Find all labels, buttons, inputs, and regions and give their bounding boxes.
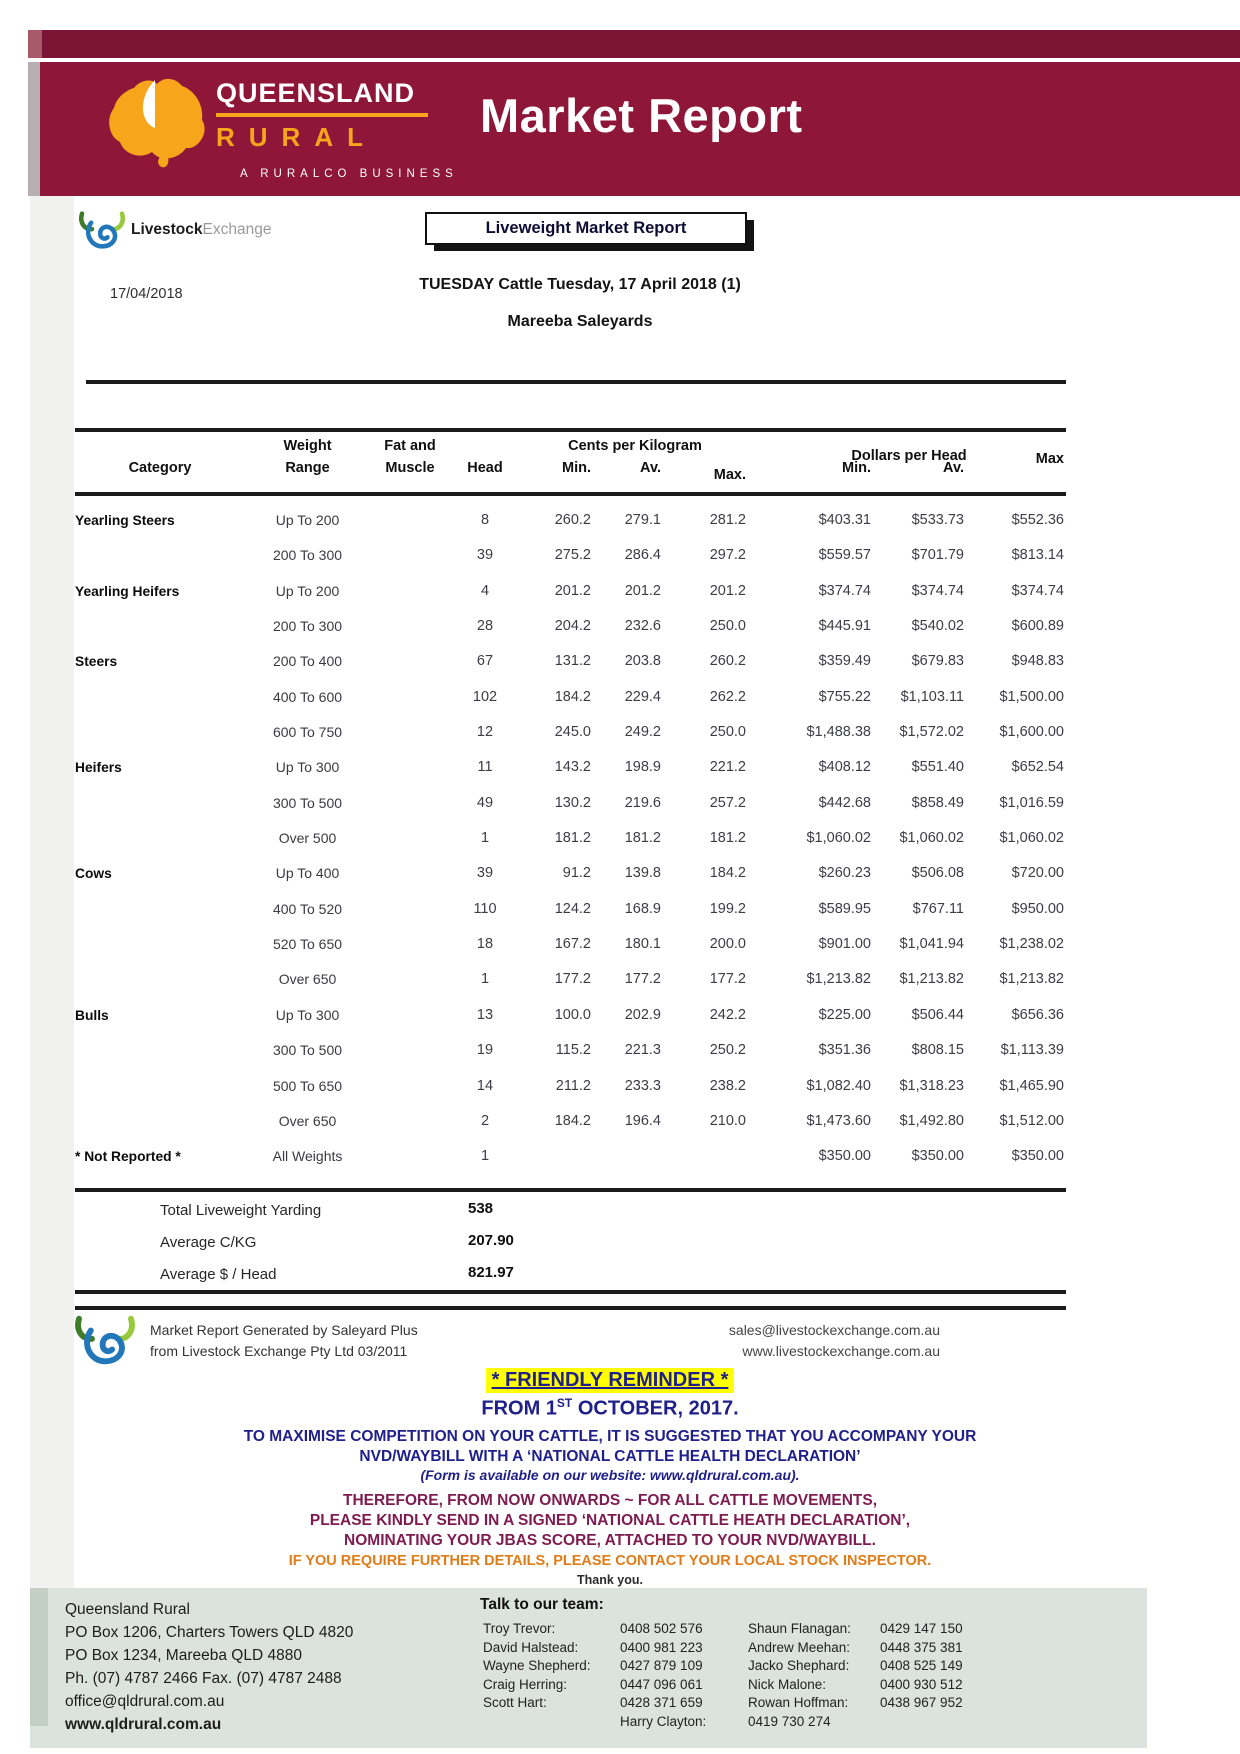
table-row bbox=[75, 1148, 1068, 1183]
cell-dph-max: $656.36 bbox=[1011, 1006, 1064, 1023]
cell-dph-av: $767.11 bbox=[912, 900, 964, 917]
table-row bbox=[75, 512, 1068, 547]
cell-dph-min: $260.23 bbox=[818, 865, 871, 882]
company-website: www.qldrural.com.au bbox=[65, 1716, 222, 1733]
cell-dph-av: $1,572.02 bbox=[899, 724, 964, 741]
cell-cpk-min: 211.2 bbox=[555, 1077, 591, 1094]
cell-cpk-av: 202.9 bbox=[624, 1006, 661, 1023]
cell-category: * Not Reported * bbox=[75, 1149, 181, 1165]
cell-category bbox=[75, 901, 245, 902]
cell-head: 39 bbox=[476, 547, 494, 564]
cell-cpk-av: 279.1 bbox=[624, 512, 661, 528]
report-title-box bbox=[425, 212, 747, 245]
livestock-exchange-logo bbox=[78, 210, 271, 250]
table-rule-top bbox=[86, 380, 1066, 384]
team-contact-grid bbox=[483, 1621, 1008, 1733]
reminder-line6: NOMINATING YOUR JBAS SCORE, ATTACHED TO YOUR NVD/WAYBILL. bbox=[344, 1531, 876, 1549]
table-row bbox=[75, 689, 1068, 724]
brand-name-line2: RURAL bbox=[216, 122, 377, 152]
cell-cpk-min: 245.0 bbox=[554, 724, 591, 741]
header-spacer bbox=[75, 438, 245, 454]
table-row bbox=[75, 547, 1068, 582]
team-member-phone: 0447 096 061 bbox=[620, 1676, 703, 1692]
cell-cpk-max: 250.2 bbox=[709, 1042, 746, 1059]
cell-cpk-av: 196.4 bbox=[624, 1112, 661, 1129]
cell-category bbox=[75, 1113, 245, 1114]
table-row bbox=[75, 759, 1068, 794]
team-member-phone: 0438 967 952 bbox=[880, 1695, 963, 1711]
table-body bbox=[75, 512, 1068, 1184]
col-cpk-max: Max. bbox=[713, 467, 746, 483]
page-title: Market Report bbox=[480, 89, 803, 142]
cell-weight-range: 200 To 300 bbox=[272, 618, 343, 635]
cell-category: Yearling Heifers bbox=[75, 583, 180, 599]
cell-head: 67 bbox=[476, 653, 494, 670]
cell-dph-max: $813.14 bbox=[1011, 547, 1064, 564]
cell-category: Steers bbox=[75, 654, 118, 670]
australia-map-icon bbox=[102, 72, 212, 176]
cell-dph-max: $552.36 bbox=[1011, 512, 1064, 528]
company-address1: PO Box 1206, Charters Towers QLD 4820 bbox=[65, 1624, 354, 1641]
cell-dph-max: $652.54 bbox=[1011, 759, 1064, 776]
cell-cpk-max: 199.2 bbox=[709, 900, 746, 917]
cell-cpk-max: 200.0 bbox=[709, 936, 746, 953]
cell-head: 14 bbox=[476, 1077, 494, 1094]
saleyard-name: Mareeba Saleyards bbox=[507, 313, 653, 330]
col-cpk-av: Av. bbox=[640, 460, 661, 476]
from-text: FROM 1 bbox=[481, 1397, 557, 1420]
cell-category: Heifers bbox=[75, 760, 122, 776]
col-head: Head bbox=[467, 460, 503, 476]
cell-dph-min: $403.31 bbox=[818, 512, 871, 528]
cell-cpk-min: 115.2 bbox=[555, 1042, 591, 1059]
cell-dph-min: $1,082.40 bbox=[806, 1077, 871, 1094]
cell-category bbox=[75, 1042, 245, 1043]
cell-head: 13 bbox=[476, 1006, 494, 1023]
section-rule-2 bbox=[75, 1306, 1066, 1310]
cell-category: Cows bbox=[75, 866, 112, 882]
team-member-phone: 0408 525 149 bbox=[880, 1658, 963, 1674]
table-row bbox=[75, 971, 1068, 1006]
generated-by-text bbox=[150, 1320, 418, 1362]
cell-cpk-av: 201.2 bbox=[624, 582, 661, 599]
cell-category bbox=[75, 618, 245, 619]
cell-category: Bulls bbox=[75, 1007, 109, 1023]
cell-dph-min: $359.49 bbox=[818, 653, 871, 670]
cell-category bbox=[75, 936, 245, 937]
cell-dph-min: $374.74 bbox=[818, 582, 871, 599]
col-fat-line2: Muscle bbox=[385, 460, 435, 476]
cell-cpk-av: 203.8 bbox=[624, 653, 661, 670]
header-spacer bbox=[450, 438, 520, 454]
cell-category: Yearling Steers bbox=[75, 513, 175, 528]
cell-cpk-max: 250.0 bbox=[709, 724, 746, 741]
col-dph-max: Max bbox=[1035, 451, 1064, 467]
cell-cpk-max: 238.2 bbox=[709, 1077, 746, 1094]
cell-cpk-min: 184.2 bbox=[554, 688, 591, 705]
cell-dph-min: $559.57 bbox=[818, 547, 871, 564]
table-row bbox=[75, 1007, 1068, 1042]
table-row bbox=[75, 936, 1068, 971]
cell-dph-max: $950.00 bbox=[1011, 900, 1064, 917]
team-member-phone: 0448 375 381 bbox=[880, 1639, 963, 1655]
table-row bbox=[75, 618, 1068, 653]
cell-dph-av: $540.02 bbox=[911, 618, 964, 635]
generated-line2: from Livestock Exchange Pty Ltd 03/2011 bbox=[150, 1343, 408, 1359]
bull-head-icon bbox=[78, 210, 126, 250]
cell-cpk-min: 204.2 bbox=[554, 618, 591, 635]
cell-category bbox=[75, 1078, 245, 1079]
table-row bbox=[75, 1042, 1068, 1077]
cell-dph-min: $442.68 bbox=[818, 794, 871, 811]
cell-category bbox=[75, 830, 245, 831]
group-dollars-per-head: Dollars per Head bbox=[851, 448, 967, 464]
cell-weight-range: Over 650 bbox=[278, 1112, 337, 1129]
cell-dph-av: $1,041.94 bbox=[899, 936, 964, 953]
reminder-line2: NVD/WAYBILL WITH A ‘NATIONAL CATTLE HEALTH DECLARATION’ bbox=[359, 1447, 861, 1465]
group-cents-per-kg: Cents per Kilogram bbox=[568, 438, 702, 454]
cell-cpk-min: 181.2 bbox=[554, 830, 591, 847]
reminder-line4: THEREFORE, FROM NOW ONWARDS ~ FOR ALL CATTLE MOVEMENTS, bbox=[342, 1491, 878, 1509]
avg-ckg-value: 207.90 bbox=[468, 1232, 514, 1249]
avg-ckg-label: Average C/KG bbox=[160, 1234, 257, 1251]
reminder-form-note: (Form is available on our website: www.qldrural.com.au). bbox=[420, 1466, 800, 1483]
team-member-phone: 0408 502 576 bbox=[620, 1621, 703, 1636]
cell-head: 11 bbox=[477, 759, 493, 776]
table-header bbox=[75, 438, 1068, 483]
exchange-email: sales@livestockexchange.com.au bbox=[728, 1322, 940, 1338]
cell-weight-range: Over 500 bbox=[278, 830, 337, 847]
cell-dph-min: $589.95 bbox=[818, 900, 871, 917]
cell-dph-min: $1,473.60 bbox=[806, 1112, 871, 1129]
cell-weight-range: 300 To 500 bbox=[272, 794, 343, 811]
cell-cpk-av: 168.9 bbox=[624, 900, 661, 917]
cell-dph-av: $506.44 bbox=[911, 1006, 964, 1023]
table-row bbox=[75, 830, 1068, 865]
table-row bbox=[75, 1078, 1068, 1113]
cell-dph-av: $808.15 bbox=[911, 1042, 964, 1059]
cell-head: 18 bbox=[476, 936, 494, 953]
cell-dph-av: $1,318.23 bbox=[899, 1077, 964, 1094]
brand-tagline: A RURALCO BUSINESS bbox=[240, 168, 458, 180]
cell-cpk-av: 139.8 bbox=[624, 865, 661, 882]
cell-weight-range: 400 To 600 bbox=[272, 688, 343, 705]
cell-weight-range: 600 To 750 bbox=[272, 724, 343, 741]
cell-dph-av: $1,492.80 bbox=[899, 1112, 964, 1129]
section-rule-1 bbox=[75, 1290, 1066, 1294]
cell-cpk-min: 177.2 bbox=[554, 971, 591, 988]
col-weight-line1: Weight bbox=[283, 438, 332, 454]
total-yarding-value: 538 bbox=[468, 1200, 494, 1217]
sale-heading: TUESDAY Cattle Tuesday, 17 April 2018 (1) bbox=[419, 276, 741, 293]
cell-dph-max: $1,060.02 bbox=[999, 830, 1064, 847]
cell-dph-max: $948.83 bbox=[1011, 653, 1064, 670]
cell-weight-range: Up To 300 bbox=[275, 1006, 340, 1023]
table-row bbox=[75, 901, 1068, 936]
cell-dph-max: $720.00 bbox=[1011, 865, 1064, 882]
reminder-from-line bbox=[70, 1396, 1150, 1421]
cell-weight-range: 400 To 520 bbox=[272, 900, 343, 917]
team-member-name: Shaun Flanagan: bbox=[748, 1621, 851, 1636]
team-member-name bbox=[483, 1714, 620, 1733]
cell-dph-max: $350.00 bbox=[1011, 1148, 1064, 1165]
cell-cpk-max: 281.2 bbox=[709, 512, 746, 528]
cell-cpk-av: 233.3 bbox=[624, 1077, 661, 1094]
cell-cpk-max: 297.2 bbox=[709, 547, 746, 564]
avg-head-label: Average $ / Head bbox=[160, 1266, 277, 1283]
team-member-name: Troy Trevor: bbox=[483, 1621, 556, 1636]
cell-cpk-min: 91.2 bbox=[562, 865, 591, 882]
cell-dph-min: $1,060.02 bbox=[806, 830, 871, 847]
wordmark-light: Exchange bbox=[202, 221, 272, 238]
company-address2: PO Box 1234, Mareeba QLD 4880 bbox=[65, 1647, 302, 1664]
cell-category bbox=[75, 971, 245, 972]
team-member-phone: 0427 879 109 bbox=[620, 1658, 703, 1674]
cell-weight-range: Up To 400 bbox=[275, 865, 340, 882]
cell-cpk-av: 232.6 bbox=[624, 618, 661, 635]
cell-weight-range: 200 To 300 bbox=[272, 547, 343, 564]
team-member-name: Nick Malone: bbox=[748, 1676, 827, 1692]
team-member-phone: 0400 981 223 bbox=[620, 1639, 703, 1655]
cell-dph-min: $408.12 bbox=[818, 759, 871, 776]
team-member-phone: 0428 371 659 bbox=[620, 1695, 703, 1711]
page-left-margin-strip bbox=[30, 196, 74, 1588]
company-email: office@qldrural.com.au bbox=[65, 1693, 225, 1710]
cell-head: 1 bbox=[480, 971, 490, 988]
team-title: Talk to our team: bbox=[480, 1596, 604, 1613]
cell-cpk-min: 167.2 bbox=[554, 936, 591, 953]
cell-cpk-max: 181.2 bbox=[709, 830, 746, 847]
cell-dph-max: $1,113.39 bbox=[1000, 1042, 1064, 1059]
cell-dph-av: $1,103.11 bbox=[900, 688, 964, 705]
table-row bbox=[75, 724, 1068, 759]
team-member-phone: Harry Clayton: bbox=[620, 1713, 707, 1729]
cell-cpk-av: 229.4 bbox=[624, 688, 661, 705]
avg-head-value: 821.97 bbox=[468, 1264, 514, 1281]
cell-head: 1 bbox=[480, 1148, 490, 1165]
cell-head: 110 bbox=[473, 900, 497, 917]
cell-cpk-min: 124.2 bbox=[554, 900, 591, 917]
reminder-title: * FRIENDLY REMINDER * bbox=[486, 1368, 735, 1393]
table-row bbox=[75, 583, 1068, 618]
cell-dph-max: $1,512.00 bbox=[999, 1112, 1064, 1129]
reminder-contact-note: IF YOU REQUIRE FURTHER DETAILS, PLEASE CONTACT YOUR LOCAL STOCK INSPECTOR. bbox=[288, 1552, 932, 1569]
masthead bbox=[40, 62, 1240, 196]
cell-dph-av: $858.49 bbox=[911, 794, 964, 811]
cell-cpk-max: 177.2 bbox=[709, 971, 746, 988]
cell-cpk-max: 221.2 bbox=[709, 759, 746, 776]
brand-name-line1: QUEENSLAND bbox=[216, 78, 416, 108]
report-title: Liveweight Market Report bbox=[485, 219, 687, 237]
reminder-line5: PLEASE KINDLY SEND IN A SIGNED ‘NATIONAL CATTLE HEATH DECLARATION’, bbox=[309, 1511, 911, 1529]
col-cpk-min: Min. bbox=[562, 460, 591, 476]
team-member-name: Wayne Shepherd: bbox=[483, 1658, 591, 1674]
col-fat-line1: Fat and bbox=[384, 438, 436, 454]
cell-cpk-av: 249.2 bbox=[624, 724, 661, 741]
cell-cpk-max: 260.2 bbox=[709, 653, 746, 670]
cell-dph-av: $1,060.02 bbox=[899, 830, 964, 847]
table-rule-header-top bbox=[75, 428, 1066, 432]
cell-cpk-min: 275.2 bbox=[554, 547, 591, 564]
cell-dph-min: $445.91 bbox=[818, 618, 871, 635]
cell-dph-max: $1,465.90 bbox=[999, 1077, 1064, 1094]
cell-weight-range: Up To 300 bbox=[275, 759, 340, 776]
cell-dph-max: $374.74 bbox=[1011, 582, 1064, 599]
cell-head: 8 bbox=[480, 512, 490, 528]
cell-head: 102 bbox=[472, 688, 498, 705]
footer-left-accent bbox=[30, 1588, 48, 1726]
cell-cpk-av: 177.2 bbox=[624, 971, 661, 988]
top-accent-bar bbox=[28, 30, 1240, 58]
table-row bbox=[75, 795, 1068, 830]
cell-dph-max: $1,213.82 bbox=[999, 971, 1064, 988]
cell-cpk-av: 181.2 bbox=[624, 830, 661, 847]
cell-category bbox=[75, 795, 245, 796]
team-member-name: 0419 730 274 bbox=[748, 1713, 831, 1729]
cell-dph-min: $1,488.38 bbox=[806, 724, 871, 741]
cell-cpk-av: 198.9 bbox=[624, 759, 661, 776]
total-yarding-label: Total Liveweight Yarding bbox=[160, 1202, 322, 1219]
cell-cpk-min: 143.2 bbox=[554, 759, 591, 776]
cell-dph-min: $901.00 bbox=[818, 936, 871, 953]
cell-dph-max: $1,238.02 bbox=[999, 936, 1064, 953]
from-text-rest: OCTOBER, 2017. bbox=[572, 1397, 739, 1420]
cell-category bbox=[75, 724, 245, 725]
cell-weight-range: All Weights bbox=[272, 1148, 343, 1165]
cell-head: 1 bbox=[480, 830, 490, 847]
cell-cpk-min: 100.0 bbox=[554, 1006, 591, 1023]
cell-dph-av: $701.79 bbox=[911, 547, 964, 564]
company-contact-block bbox=[65, 1598, 353, 1736]
cell-cpk-av: 221.3 bbox=[624, 1042, 661, 1059]
exchange-contact-block bbox=[640, 1320, 940, 1362]
cell-cpk-max: 210.0 bbox=[709, 1112, 746, 1129]
brand-text-block bbox=[216, 78, 446, 153]
cell-head: 19 bbox=[476, 1042, 494, 1059]
cell-weight-range: 520 To 650 bbox=[272, 936, 343, 953]
cell-head: 28 bbox=[476, 618, 494, 635]
table-rule-body-bottom bbox=[75, 1188, 1066, 1192]
team-member-name: Andrew Meehan: bbox=[748, 1639, 851, 1655]
cell-cpk-min: 201.2 bbox=[554, 582, 591, 599]
report-date: 17/04/2018 bbox=[110, 286, 183, 302]
team-member-phone: 0429 147 150 bbox=[880, 1621, 963, 1636]
cell-cpk-min: 130.2 bbox=[554, 794, 591, 811]
masthead-left-edge bbox=[28, 62, 40, 196]
table-rule-header-bottom bbox=[75, 492, 1066, 496]
livestock-exchange-wordmark bbox=[131, 221, 271, 239]
team-member-name: Rowan Hoffman: bbox=[748, 1695, 849, 1711]
cell-dph-av: $1,213.82 bbox=[899, 971, 964, 988]
cell-dph-max: $1,600.00 bbox=[999, 724, 1064, 741]
cell-cpk-max: 262.2 bbox=[709, 688, 746, 705]
cell-cpk-av: 219.6 bbox=[624, 794, 661, 811]
cell-weight-range: 500 To 650 bbox=[272, 1077, 343, 1094]
cell-head: 4 bbox=[480, 582, 490, 599]
team-member-name: Jacko Shephard: bbox=[748, 1658, 850, 1674]
cell-weight-range: 200 To 400 bbox=[272, 653, 343, 670]
team-member-phone: 0400 930 512 bbox=[880, 1676, 963, 1692]
exchange-website: www.livestockexchange.com.au bbox=[742, 1343, 940, 1359]
cell-dph-max: $600.89 bbox=[1011, 618, 1064, 635]
cell-category bbox=[75, 689, 245, 690]
brand-divider-rule bbox=[216, 113, 428, 117]
cell-cpk-max: 184.2 bbox=[709, 865, 746, 882]
col-weight-line2: Range bbox=[285, 460, 330, 476]
cell-dph-min: $1,213.82 bbox=[806, 971, 871, 988]
cell-cpk-min: 131.2 bbox=[554, 653, 591, 670]
cell-dph-min: $755.22 bbox=[818, 688, 871, 705]
team-member-phone bbox=[880, 1714, 1008, 1733]
cell-cpk-av: 286.4 bbox=[624, 547, 661, 564]
cell-dph-av: $533.73 bbox=[911, 512, 964, 528]
col-dph-av: Av. bbox=[943, 460, 964, 476]
col-dph-min: Min. bbox=[842, 460, 871, 476]
wordmark-bold: Livestock bbox=[131, 221, 203, 238]
reminder-line1: TO MAXIMISE COMPETITION ON YOUR CATTLE, IT IS SUGGESTED THAT YOU ACCOMPANY YOUR bbox=[243, 1427, 977, 1445]
cell-head: 39 bbox=[476, 865, 494, 882]
cell-dph-min: $225.00 bbox=[818, 1006, 871, 1023]
company-phone-fax: Ph. (07) 4787 2466 Fax. (07) 4787 2488 bbox=[65, 1670, 342, 1687]
cell-weight-range: Up To 200 bbox=[275, 512, 340, 528]
col-category: Category bbox=[128, 460, 192, 476]
team-member-name: David Halstead: bbox=[483, 1639, 579, 1655]
cell-dph-av: $551.40 bbox=[911, 759, 964, 776]
cell-cpk-max: 250.0 bbox=[709, 618, 746, 635]
company-name: Queensland Rural bbox=[65, 1601, 190, 1618]
team-member-name: Scott Hart: bbox=[483, 1695, 547, 1711]
cell-dph-av: $506.08 bbox=[911, 865, 964, 882]
bull-head-icon bbox=[72, 1314, 138, 1366]
livestock-exchange-footer-logo bbox=[72, 1314, 138, 1371]
cell-weight-range: Over 650 bbox=[278, 971, 337, 988]
cell-cpk-max: 201.2 bbox=[709, 582, 746, 599]
cell-cpk-max: 257.2 bbox=[709, 794, 746, 811]
cell-dph-av: $679.83 bbox=[911, 653, 964, 670]
cell-head: 2 bbox=[480, 1112, 490, 1129]
top-accent-notch bbox=[28, 30, 42, 58]
cell-weight-range: 300 To 500 bbox=[272, 1042, 343, 1059]
generated-line1: Market Report Generated by Saleyard Plus bbox=[150, 1322, 418, 1338]
cell-dph-min: $350.00 bbox=[818, 1148, 871, 1165]
cell-head: 12 bbox=[476, 724, 494, 741]
cell-cpk-min: 184.2 bbox=[554, 1112, 591, 1129]
cell-dph-max: $1,500.00 bbox=[999, 688, 1064, 705]
reminder-thanks: Thank you. bbox=[577, 1572, 643, 1587]
cell-category bbox=[75, 547, 245, 548]
cell-dph-min: $351.36 bbox=[818, 1042, 871, 1059]
cell-dph-max: $1,016.59 bbox=[999, 794, 1064, 811]
friendly-reminder-section bbox=[70, 1368, 1150, 1587]
table-row bbox=[75, 1113, 1068, 1148]
cell-cpk-min: 260.2 bbox=[554, 512, 591, 528]
cell-weight-range: Up To 200 bbox=[275, 582, 340, 599]
cell-cpk-av: 180.1 bbox=[624, 936, 661, 953]
cell-cpk-max: 242.2 bbox=[709, 1006, 746, 1023]
table-row bbox=[75, 865, 1068, 900]
team-member-name: Craig Herring: bbox=[483, 1676, 568, 1692]
cell-dph-av: $350.00 bbox=[911, 1148, 964, 1165]
cell-dph-av: $374.74 bbox=[911, 582, 964, 599]
from-superscript: ST bbox=[556, 1396, 573, 1410]
table-row bbox=[75, 653, 1068, 688]
queensland-rural-logo bbox=[102, 72, 212, 176]
cell-head: 49 bbox=[476, 794, 494, 811]
